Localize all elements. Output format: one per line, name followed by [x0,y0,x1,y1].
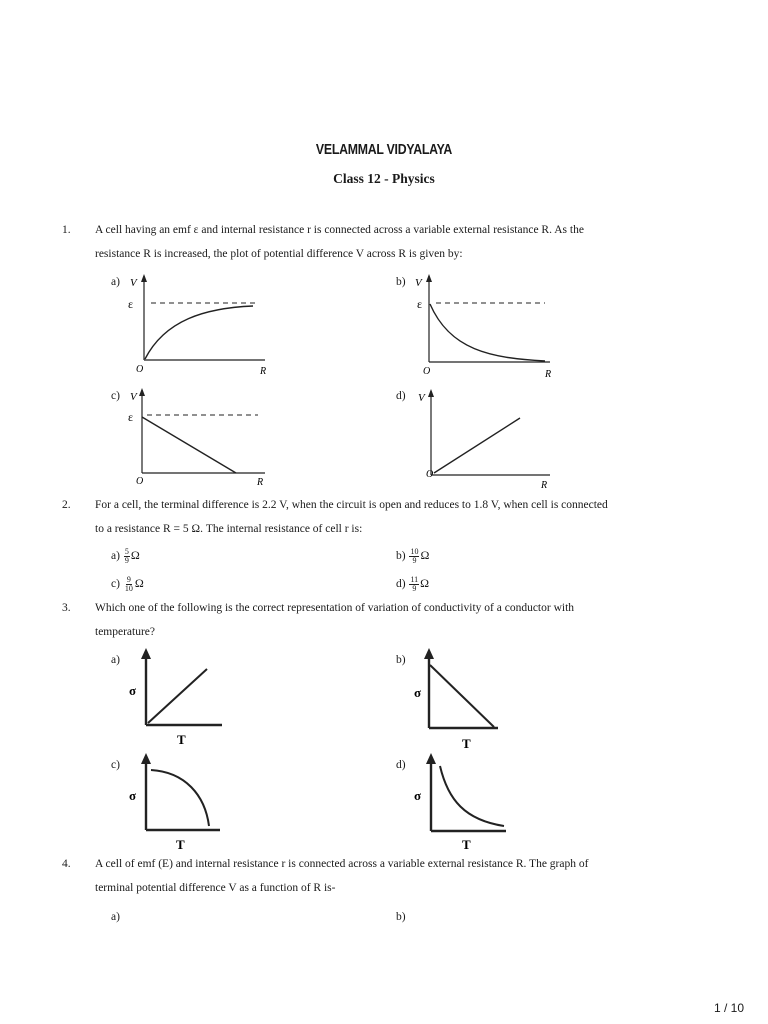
y-axis-label: V [130,391,137,403]
increasing-line [148,669,207,723]
concave-down-curve [151,770,209,826]
question-4-text [95,852,710,900]
y-axis-arrow [426,274,432,282]
x-axis-label: R [260,366,267,377]
y-axis-label: σ [129,788,137,803]
question-2-number: 2. [62,499,71,511]
question-3-number: 3. [62,602,71,614]
q3-graph-d [410,750,520,852]
increasing-line [434,418,520,473]
y-axis-arrow [139,388,145,396]
q2-option-a-fraction: $\frac{5}{9}$ [124,547,129,565]
ohm-symbol: Ω [420,576,430,591]
q2-option-d-label: d) [396,578,406,591]
q1-option-b-label: b) [396,276,406,288]
x-axis-label: T [176,837,185,852]
origin-label: O [426,469,434,480]
q1-option-d-label: d) [396,390,406,402]
question-3-line-1: Which one of the following is the correct representation of variation of conductivity of a conductor with [95,602,575,614]
x-axis-label: R [541,480,548,491]
ohm-symbol: Ω [420,548,430,563]
q3-graph-a [125,645,235,747]
emf-label: ε [128,297,134,311]
y-axis-arrow [141,274,147,282]
question-4-number: 4. [62,858,71,870]
q3-graph-b [410,645,520,753]
q1-graph-b [410,270,565,382]
q3-option-a-label: a) [111,654,120,666]
q1-option-c-label: c) [111,390,120,402]
x-axis-label: T [462,736,471,751]
q2-option-c-label: c) [111,578,120,591]
question-3-text [95,596,710,644]
decay-curve [440,766,504,826]
decreasing-line [142,417,236,473]
y-axis-label: σ [129,683,137,698]
q4-option-b-label: b) [396,911,406,923]
y-axis-arrow [141,648,151,659]
q4-option-a-label: a) [111,911,120,923]
origin-label: O [136,364,144,375]
ohm-symbol: Ω [130,548,140,563]
q3-graph-c [125,750,235,852]
origin-label: O [423,366,431,377]
question-2-text [95,493,710,541]
q2-option-d-fraction: $\frac{11}{9}$ [410,575,419,593]
emf-label: ε [417,297,423,311]
y-axis-label: σ [414,685,422,700]
y-axis-label: V [130,277,137,289]
q1-option-a-label: a) [111,276,120,288]
y-axis-arrow [426,753,436,764]
school-name: VELAMMAL VIDYALAYA [315,141,453,158]
q1-graph-d [410,385,565,493]
question-1-line-2: resistance R is increased, the plot of potential difference V across R is given by: [95,248,463,260]
falling-curve [430,304,545,361]
origin-label: O [136,476,144,487]
x-axis-label: T [462,837,471,852]
q2-option-b-label: b) [396,550,406,563]
q3-option-b-label: b) [396,654,406,666]
q2-option-b-fraction: $\frac{10}{9}$ [410,547,419,565]
question-2-line-2: to a resistance R = 5 Ω. The internal resistance of cell r is: [95,523,363,535]
question-1-text [95,218,710,266]
y-axis-label: V [418,392,425,404]
q2-option-a [111,548,140,565]
q2-option-c [111,576,144,593]
question-4-line-1: A cell of emf (E) and internal resistance r is connected across a variable external resistance R. The graph of [95,858,589,870]
q1-graph-c [125,385,280,490]
y-axis-label: V [415,277,422,289]
question-3-line-2: temperature? [95,626,156,638]
q2-option-c-fraction: $\frac{9}{10}$ [124,575,133,593]
class-subject-title: Class 12 - Physics [333,171,435,186]
emf-label: ε [128,410,134,424]
ohm-symbol: Ω [134,576,144,591]
decreasing-line [430,665,494,727]
y-axis-arrow [141,753,151,764]
question-1-line-1: A cell having an emf ε and internal resistance r is connected across a variable external resistance R. As the [95,224,584,236]
x-axis-label: T [177,732,186,747]
q3-option-c-label: c) [111,759,120,771]
question-4-line-2: terminal potential difference V as a function of R is- [95,882,336,894]
question-1-number: 1. [62,224,71,236]
question-2-line-1: For a cell, the terminal difference is 2.2 V, when the circuit is open and reduces to 1.8 V, when cell is connected [95,499,608,511]
y-axis-arrow [428,389,434,397]
q2-option-b [396,548,429,565]
page-indicator: 1 / 10 [713,1001,744,1015]
y-axis-arrow [424,648,434,659]
x-axis-label: R [545,369,552,380]
rising-curve [145,306,253,359]
q1-graph-a [125,270,280,380]
q2-option-d [396,576,429,593]
y-axis-label: σ [414,788,422,803]
q3-option-d-label: d) [396,759,406,771]
x-axis-label: R [257,477,264,488]
q2-option-a-label: a) [111,550,120,563]
